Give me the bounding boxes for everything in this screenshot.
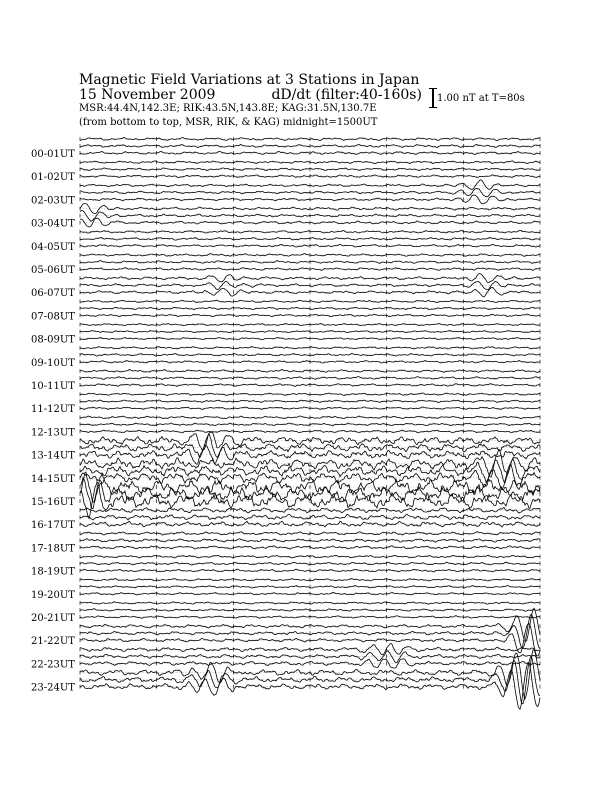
station-order-note: (from bottom to top, MSR, RIK, & KAG) midnight=1500UT (79, 117, 378, 128)
row-label-11-12UT: 11-12UT (31, 404, 75, 416)
row-label-10-11UT: 10-11UT (31, 381, 75, 392)
row-label-00-01UT: 00-01UT (31, 149, 75, 160)
row-label-15-16UT: 15-16UT (31, 497, 75, 508)
trace-KAG-21 (80, 608, 540, 641)
row-label-21-22UT: 21-22UT (31, 636, 75, 648)
trace-MSR-3 (80, 218, 540, 227)
row-label-12-13UT: 12-13UT (31, 427, 75, 439)
row-label-20-21UT: 20-21UT (31, 613, 75, 624)
date-label: 15 November 2009 (79, 87, 216, 103)
row-label-22-23UT: 22-23UT (31, 659, 75, 671)
row-label-02-03UT: 02-03UT (31, 195, 75, 207)
filter-label: (filter:40-160s) (315, 87, 422, 103)
scale-label: 1.00 nT at T=80s (437, 93, 525, 104)
chart-title: Magnetic Field Variations at 3 Stations in Japan (79, 72, 420, 88)
row-label-04-05UT: 04-05UT (31, 241, 75, 253)
row-label-09-10UT: 09-10UT (31, 357, 75, 369)
row-label-07-08UT: 07-08UT (31, 311, 75, 323)
row-label-18-19UT: 18-19UT (31, 566, 75, 578)
trace-RIK-6 (80, 281, 540, 290)
row-label-13-14UT: 13-14UT (31, 450, 75, 462)
row-label-23-24UT: 23-24UT (31, 682, 75, 694)
quantity-label: dD/dt (271, 87, 311, 103)
row-label-08-09UT: 08-09UT (31, 334, 75, 346)
row-label-14-15UT: 14-15UT (31, 473, 75, 485)
row-label-16-17UT: 16-17UT (31, 520, 75, 532)
row-label-06-07UT: 06-07UT (31, 288, 75, 300)
row-label-01-02UT: 01-02UT (31, 172, 75, 184)
row-label-05-06UT: 05-06UT (31, 265, 75, 276)
row-label-17-18UT: 17-18UT (31, 543, 75, 555)
trace-RIK-2 (80, 189, 540, 197)
row-label-03-04UT: 03-04UT (31, 218, 75, 230)
stations-label: MSR:44.4N,142.3E; RIK:43.5N,143.8E; KAG:31.5N,130.7E (79, 103, 377, 114)
row-label-19-20UT: 19-20UT (31, 589, 75, 601)
